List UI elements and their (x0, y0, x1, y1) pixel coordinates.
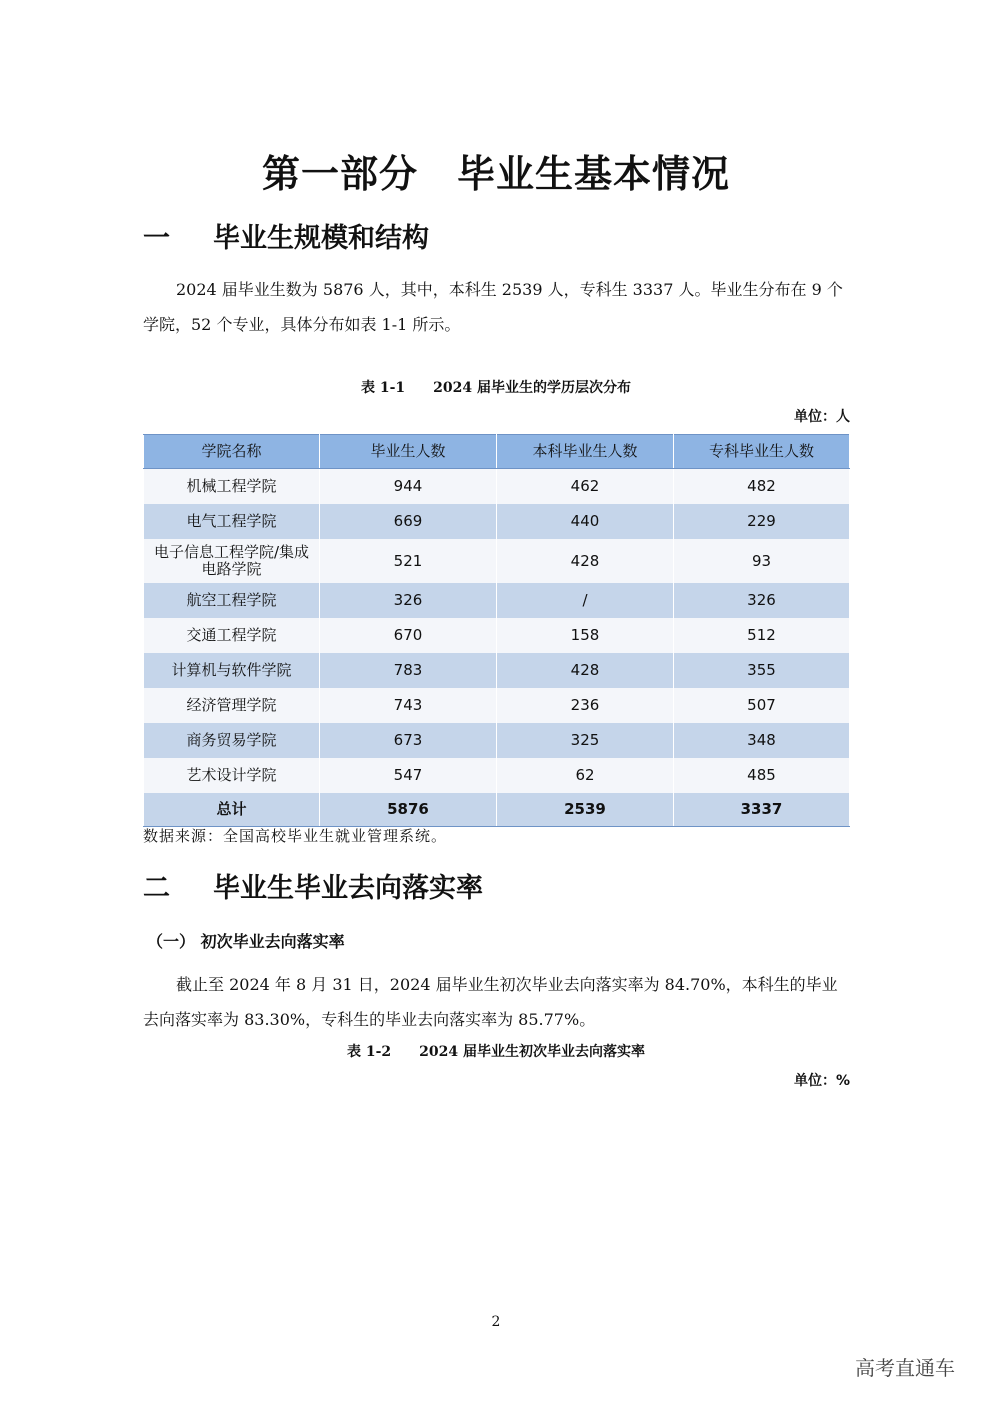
table-1-source: 数据来源：全国高校毕业生就业管理系统。 (143, 827, 448, 845)
table-cell: 总计 (144, 793, 320, 827)
subsection-heading: （一） 初次毕业去向落实率 (147, 932, 345, 951)
part-title: 第一部分 毕业生基本情况 (261, 152, 730, 196)
watermark-text: 高考直通车 (855, 1356, 955, 1380)
table-cell: 3337 (674, 793, 850, 827)
table-cell: 428 (497, 653, 674, 688)
table-row (144, 653, 850, 688)
table-cell: 670 (320, 618, 497, 653)
table-cell: 507 (674, 688, 850, 723)
column-header: 毕业生人数 (320, 435, 497, 469)
table-cell: 521 (320, 539, 497, 583)
table-cell: 482 (674, 469, 850, 505)
table-cell: 512 (674, 618, 850, 653)
section-number: 一 (143, 223, 170, 254)
table-row (144, 688, 850, 723)
graduate-distribution-table (143, 434, 850, 827)
table-row (144, 583, 850, 618)
table-cell: 743 (320, 688, 497, 723)
table-cell: 673 (320, 723, 497, 758)
page-number: 2 (491, 1314, 501, 1330)
table-cell: 348 (674, 723, 850, 758)
table-row (144, 469, 850, 505)
section-1-paragraph: 2024 届毕业生数为 5876 人，其中，本科生 2539 人，专科生 3337 人。毕业生分布在 9 个学院，52 个专业，具体分布如表 1-1 所示。 (143, 280, 843, 334)
table-cell: 62 (497, 758, 674, 793)
table-cell: 229 (674, 504, 850, 539)
column-header: 学院名称 (144, 435, 320, 469)
table-cell: 326 (674, 583, 850, 618)
table-1-caption: 表 1-1 2024 届毕业生的学历层次分布 (360, 380, 631, 396)
table-total-row (144, 793, 850, 827)
table-cell: 商务贸易学院 (144, 723, 320, 758)
table-cell: 783 (320, 653, 497, 688)
table-cell: 944 (320, 469, 497, 505)
table-row (144, 758, 850, 793)
table-cell: / (497, 583, 674, 618)
table-cell: 航空工程学院 (144, 583, 320, 618)
section-title: 毕业生毕业去向落实率 (213, 873, 483, 904)
table-cell: 669 (320, 504, 497, 539)
table-cell: 2539 (497, 793, 674, 827)
table-2-caption: 表 1-2 2024 届毕业生初次毕业去向落实率 (346, 1044, 645, 1060)
column-header: 本科毕业生人数 (497, 435, 674, 469)
table-1-unit: 单位：人 (794, 409, 850, 425)
table-cell: 艺术设计学院 (144, 758, 320, 793)
table-cell: 电子信息工程学院/集成电路学院 (144, 539, 320, 583)
table-cell: 325 (497, 723, 674, 758)
table-cell: 经济管理学院 (144, 688, 320, 723)
table-cell: 355 (674, 653, 850, 688)
table-cell: 326 (320, 583, 497, 618)
table-cell: 462 (497, 469, 674, 505)
table-row (144, 723, 850, 758)
section-number: 二 (143, 873, 170, 904)
table-cell: 485 (674, 758, 850, 793)
table-row (144, 504, 850, 539)
table-cell: 547 (320, 758, 497, 793)
table-row (144, 539, 850, 583)
table-cell: 440 (497, 504, 674, 539)
section-title: 毕业生规模和结构 (213, 223, 429, 254)
table-cell: 93 (674, 539, 850, 583)
table-cell: 电气工程学院 (144, 504, 320, 539)
section-heading-2 (143, 866, 483, 905)
table-header-row (144, 435, 850, 469)
section-heading-1 (143, 216, 429, 255)
table-cell: 5876 (320, 793, 497, 827)
table-cell: 158 (497, 618, 674, 653)
table-cell: 计算机与软件学院 (144, 653, 320, 688)
table-cell: 机械工程学院 (144, 469, 320, 505)
table-2-unit: 单位：% (793, 1073, 850, 1089)
column-header: 专科毕业生人数 (674, 435, 850, 469)
section-2-paragraph: 截止至 2024 年 8 月 31 日，2024 届毕业生初次毕业去向落实率为 84.70%，本科生的毕业去向落实率为 83.30%，专科生的毕业去向落实率为 85.77%。 (143, 975, 838, 1029)
table-cell: 428 (497, 539, 674, 583)
table-cell: 交通工程学院 (144, 618, 320, 653)
table-cell: 236 (497, 688, 674, 723)
table-row (144, 618, 850, 653)
